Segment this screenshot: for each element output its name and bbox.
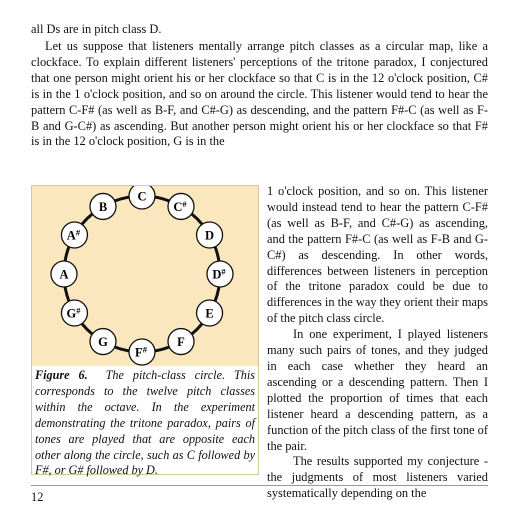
paragraph-1-text: all Ds are in pitch class D. xyxy=(31,22,162,36)
pitch-label: D xyxy=(205,228,215,243)
pitch-label: D# xyxy=(212,266,226,282)
figure-6 xyxy=(31,185,259,478)
right-paragraph-3 xyxy=(267,454,488,502)
pitch-node-g-sharp xyxy=(61,300,87,326)
pitch-label: A# xyxy=(66,227,81,243)
pitch-class-circle-svg xyxy=(32,186,258,366)
pitch-node-b xyxy=(90,193,116,219)
pitch-node-c xyxy=(129,186,155,209)
pitch-node-c-sharp xyxy=(168,193,194,219)
pitch-class-circle-diagram xyxy=(32,186,258,366)
figure-caption-text: The pitch-class circle. This corresponds to the twelve pitch classes within the octave. In the experiment demonstrating the tritone paradox, pairs of tones are played that are opposite each other along the circle, such as C followed by F#, or G# followed by D. xyxy=(35,368,256,478)
pitch-label: C# xyxy=(173,198,187,214)
right-paragraph-2-text: In one experiment, I played listeners many such pairs of tones, and they judged in each case whether they heard an ascending or a descending pattern. Then I plotted the proportion of times that each listener heard a descending pattern, as a function of the pitch class of the first tone of the pair. xyxy=(267,327,488,453)
pitch-node-a-sharp xyxy=(61,222,87,248)
right-paragraph-3-text: The results supported my conjecture - the judgments of most listeners varied systematically depending on the xyxy=(267,454,488,501)
page-number: 12 xyxy=(31,490,44,504)
figure-label: Figure 6. xyxy=(35,368,88,382)
pitch-label: F# xyxy=(135,344,147,360)
right-paragraph-2 xyxy=(267,327,488,454)
pitch-label: G xyxy=(98,335,108,350)
pitch-node-f-sharp xyxy=(129,339,155,365)
pitch-label: A xyxy=(59,267,69,282)
paragraph-2 xyxy=(31,39,488,150)
figure-caption xyxy=(35,368,255,479)
pitch-label: C xyxy=(137,189,147,204)
pitch-label: F xyxy=(177,335,185,350)
pitch-node-e xyxy=(197,300,223,326)
circle-ring xyxy=(64,196,220,352)
pitch-node-d-sharp xyxy=(207,261,233,287)
pitch-label: E xyxy=(205,306,214,321)
paragraph-1 xyxy=(31,22,488,38)
pitch-label: B xyxy=(98,199,108,214)
footer-rule xyxy=(31,485,488,486)
right-paragraph-1: 1 o'clock position, and so on. This listener would instead tend to hear the pattern C-F# (as well as B-F, and C#-G) as ascending, and the pattern F#-C (as well as F-B and G-C#) as descending. In other words, differences between listeners in perception of the tritone paradox could be due to differences in the way they orient their maps of the pitch class circle. xyxy=(267,184,489,326)
pitch-label: G# xyxy=(66,305,81,321)
paragraph-2-text: Let us suppose that listeners mentally arrange pitch classes as a circular map, like a clockface. To explain different listeners' perceptions of the tritone paradox, I conjectured that one person might orient his or her clockface so that C is in the 12 o'clock position, C# is in the 1 o'clock position, and so on around the circle. This listener would tend to hear the pattern C-F# (as well as B-F, and C#-G) as descending, and the pattern F#-C (as well as F-B and G-C#) as ascending. But another person might orient his or her clockface so that F# is in the 12 o'clock position, G is in the xyxy=(31,39,488,149)
right-column xyxy=(267,184,488,502)
pitch-node-f xyxy=(168,329,194,355)
pitch-node-a xyxy=(51,261,77,287)
pitch-node-g xyxy=(90,329,116,355)
pitch-node-d xyxy=(197,222,223,248)
